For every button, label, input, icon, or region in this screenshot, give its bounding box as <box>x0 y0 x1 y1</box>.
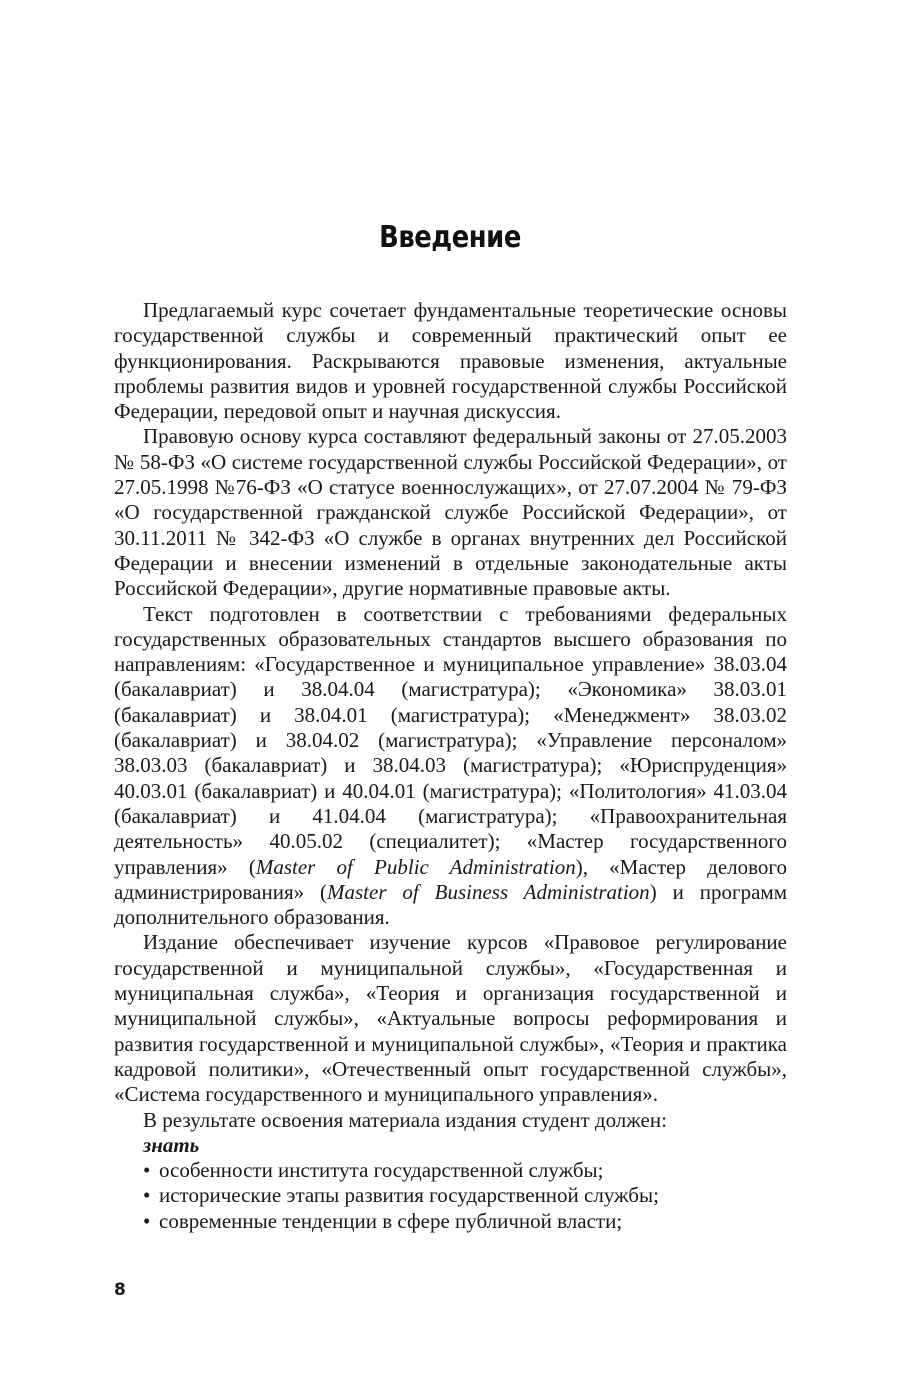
standards-text-c: ) и программ дополнительного образования. <box>114 879 787 930</box>
list-item-text: исторические этапы развития государственной службы; <box>159 1183 659 1208</box>
paragraph-legal-basis: Правовую основу курса составляют федеральный законы от 27.05.2003 № 58-ФЗ «О системе государственной службы Российской Федерации», от 27.05.1998 №76-ФЗ «О статусе военнослужащих», от 27.07.2004 № 79-ФЗ «О государственной гражданской службе Российской Федерации», от 30.11.2011 № 342-ФЗ «О службе в органах внутренних дел Российской Федерации и внесении изменений в отдельные законодательные акты Российской Федерации», другие нормативные правовые акты. <box>114 424 787 601</box>
paragraph-intro: Предлагаемый курс сочетает фундаментальные теоретические основы государственной службы и современный практический опыт ее функционирования. Раскрываются правовые изменения, актуальные проблемы развития видов и уровней государственной службы Российской Федерации, передовой опыт и научная дискуссия. <box>114 298 787 424</box>
paragraph-outcomes: В результате освоения материала издания студент должен: <box>143 1107 667 1132</box>
body-text <box>114 298 787 1234</box>
list-item <box>143 1158 787 1183</box>
know-label: знать <box>143 1132 200 1157</box>
paragraph-standards <box>114 602 787 931</box>
page-title: Введение <box>379 220 521 255</box>
bullet-icon: • <box>143 1158 151 1183</box>
list-item-text: современные тенденции в сфере публичной власти; <box>159 1208 623 1233</box>
standards-text-a: Текст подготовлен в соответствии с требованиями федеральных государственных образовательных стандартов высшего образования по направлениям: «Государственное и муниципальное управление» 38.03.04 (бакалавриат) и 38.04.04 (магистратура); «Экономика» 38.03.01 (бакалавриат) и 38.04.01 (магистратура); «Менеджмент» 38.03.02 (бакалавриат) и 38.04.02 (магистратура); «Управление персоналом» 38.03.03 (бакалавриат) и 38.04.03 (магистратура); «Юриспруденция» 40.03.01 (бакалавриат) и 40.04.01 (магистратура); «Политология» 41.03.04 (бакалавриат) и 41.04.04 (магистратура); «Правоохранительная деятельность» 40.05.02 (специалитет); «Мастер государственного управления» ( <box>114 601 787 879</box>
standards-english-mba: Master of Business Administration <box>327 879 650 904</box>
list-item <box>143 1183 787 1208</box>
standards-english-mpa: Master of Public Administration <box>255 854 576 879</box>
list-item-text: особенности института государственной службы; <box>159 1158 604 1183</box>
standards-text-b: ), «Мастер делового администрирования» ( <box>114 854 787 904</box>
paragraph-courses: Издание обеспечивает изучение курсов «Правовое регулирование государственной и муниципальной службы», «Государственная и муниципальная служба», «Теория и организация государственной и муниципальной службы», «Актуальные вопросы реформирования и развития государственной и муниципальной службы», «Теория и практика кадровой политики», «Отечественный опыт государственной службы», «Система государственного и муниципального управления». <box>114 930 787 1107</box>
know-list <box>114 1158 787 1234</box>
page-number: 8 <box>114 1280 126 1300</box>
bullet-icon: • <box>143 1208 151 1233</box>
list-item <box>143 1209 787 1234</box>
bullet-icon: • <box>143 1183 151 1208</box>
